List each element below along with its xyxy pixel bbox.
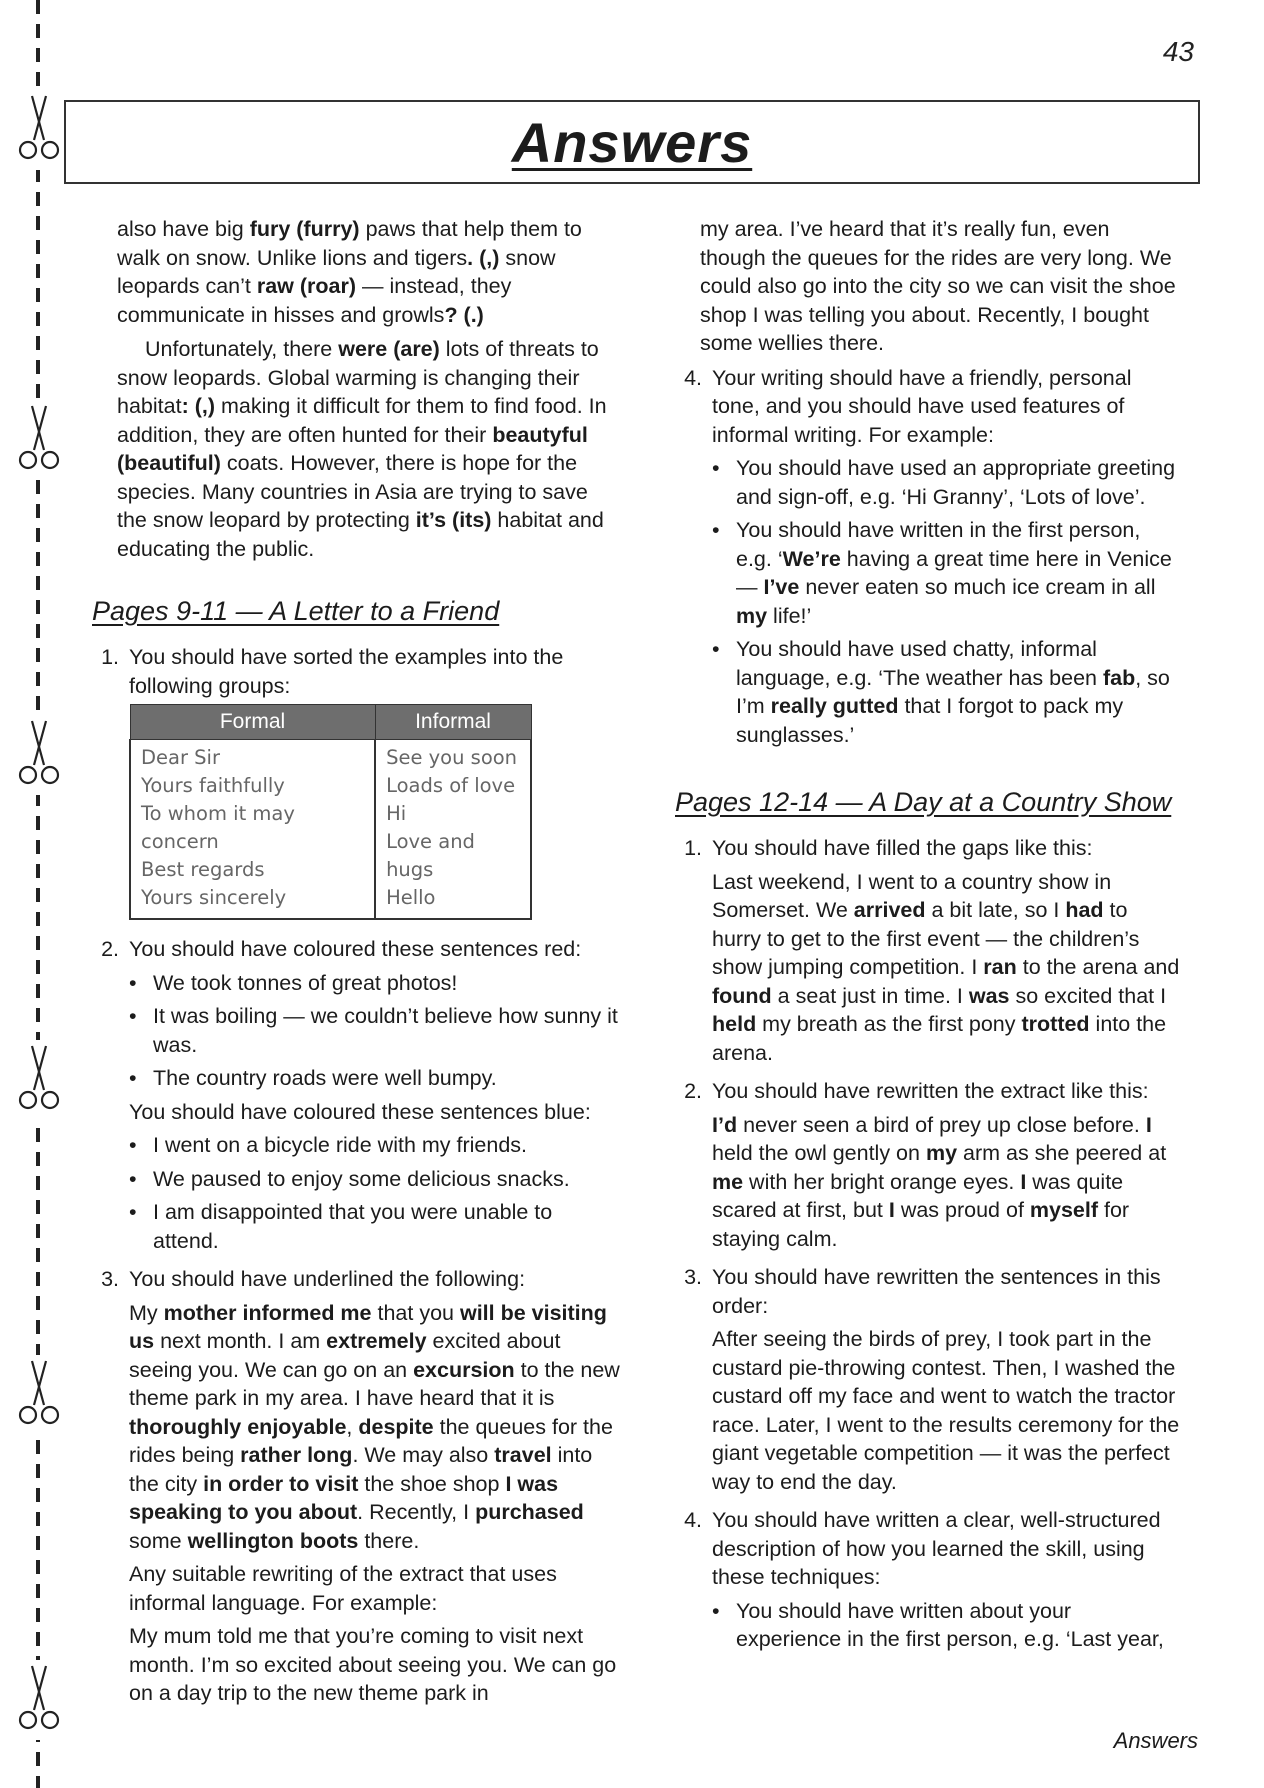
list-item: • I went on a bicycle ride with my friends. — [129, 1133, 528, 1157]
intro-paragraph: also have big fury (furry) paws that help them to walk on snow. Unlike lions and tigers. (,) snow leopards can’t raw (roar) — instead, they communicate in hisses and growls? (.) — [117, 217, 582, 327]
list-item: • We paused to enjoy some delicious snacks. — [129, 1166, 570, 1191]
intro-paragraph-2: Unfortunately, there were (are) lots of threats to snow leopards. Global warming is changing their habitat: (,) making it difficult for them to find food. In addition, they are often hunted for their beautyful (beautiful) coats. However, there is hope for the species. Many countries in Asia are trying to save the snow leopard by protecting it’s (its) habitat and educating the public. — [117, 337, 607, 561]
table-cell: Love and hugs — [386, 830, 475, 881]
question-subtext: Any suitable rewriting of the extract that uses informal language. For example: — [129, 1562, 557, 1615]
table-header-formal: Formal — [130, 705, 375, 740]
question-1 — [101, 643, 622, 930]
table-cell: Best regards — [141, 858, 265, 881]
answer-passage: After seeing the birds of prey, I took part in the custard pie-throwing contest. Then, I washed the custard off my face and went to watch the tractor race. Later, I went to the results ceremony for the giant vegetable competition — it was the perfect way to end the day. — [712, 1327, 1180, 1494]
scissors-icon — [12, 1660, 66, 1740]
question-text: You should have filled the gaps like this: — [712, 836, 1093, 860]
question-text: You should have coloured these sentences red: — [129, 937, 582, 961]
question-text: You should have sorted the examples into the following groups: — [129, 645, 564, 698]
question-2 — [101, 935, 622, 1260]
table-cell: See you soon — [386, 746, 518, 769]
continued-passage: my area. I’ve heard that it’s really fun, even though the queues for the rides are very long. We could also go into the city so we can visit the shoe shop I was telling you about. Recently, I bought some wellies there. — [700, 217, 1176, 355]
question-number: 2. — [101, 937, 119, 961]
list-item: • It was boiling — we couldn’t believe how sunny it was. — [129, 1004, 618, 1057]
question-text: You should have rewritten the extract like this: — [712, 1079, 1149, 1103]
question-text: You should have underlined the following: — [129, 1267, 526, 1291]
question-2 — [684, 1077, 1180, 1258]
list-item: • I am disappointed that you were unable to attend. — [129, 1200, 553, 1253]
section-heading-country-show: Pages 12-14 — A Day at a Country Show — [675, 787, 1172, 817]
table-cell: Hi — [386, 802, 407, 825]
section-heading-letter: Pages 9-11 — A Letter to a Friend — [92, 596, 500, 626]
table-cell: Yours sincerely — [141, 886, 287, 909]
question-number: 4. — [684, 1508, 702, 1532]
answer-passage: I’d never seen a bird of prey up close before. I held the owl gently on my arm as she peered at me with her bright orange eyes. I was quite scared at first, but I was proud of myself for staying calm. — [712, 1112, 1167, 1251]
table-header-informal: Informal — [375, 705, 531, 740]
question-number: 1. — [101, 645, 119, 669]
table-cell: Loads of love — [386, 774, 516, 797]
scissors-icon — [12, 400, 66, 480]
question-number: 4. — [684, 365, 702, 390]
question-4 — [684, 1506, 1180, 1659]
table-cell: Yours faithfully — [141, 774, 285, 797]
question-text: Your writing should have a friendly, personal tone, and you should have used features of informal writing. For example: — [712, 365, 1132, 447]
question-text: You should have rewritten the sentences in this order: — [712, 1265, 1161, 1318]
question-number: 3. — [684, 1265, 702, 1289]
question-4 — [684, 364, 1180, 755]
list-item: • You should have used chatty, informal language, e.g. ‘The weather has been fab, so I’m really gutted that I forgot to pack my sunglasses.’ — [712, 637, 1170, 747]
answer-passage: My mum told me that you’re coming to visit next month. I’m so excited about seeing you. We can go on a day trip to the new theme park in — [129, 1624, 617, 1705]
table-cell: To whom it may concern — [141, 802, 295, 853]
question-number: 2. — [684, 1079, 702, 1103]
left-column — [92, 215, 622, 1718]
answer-passage: My mother informed me that you will be visiting us next month. I am extremely excited about seeing you. We can go on an excursion to the new theme park in my area. I have heard that it is thoroughly enjoyable, despite the queues for the rides being rather long. We may also travel into the city in order to visit the shoe shop I was speaking to you about. Recently, I purchased some wellington boots there. — [129, 1300, 620, 1553]
list-item: • You should have written about your experience in the first person, e.g. ‘Last year, — [712, 1598, 1164, 1651]
question-number: 3. — [101, 1267, 119, 1291]
page-number: 43 — [1162, 36, 1194, 67]
list-item: • The country roads were well bumpy. — [129, 1066, 497, 1090]
answer-passage: Last weekend, I went to a country show in Somerset. We arrived a bit late, so I had to hurry to get to the first event — the children’s show jumping competition. I ran to the arena and found a seat just in time. I was so excited that I held my breath as the first pony trotted into the arena. — [712, 869, 1180, 1065]
question-text: You should have written a clear, well-structured description of how you learned the skill, using these techniques: — [712, 1508, 1161, 1589]
formal-informal-table — [129, 704, 532, 920]
list-item: • We took tonnes of great photos! — [129, 970, 458, 995]
scissors-icon — [12, 1040, 66, 1120]
footer-label: Answers — [1113, 1728, 1198, 1753]
list-item: • You should have written in the first person, e.g. ‘We’re having a great time here in Venice — I’ve never eaten so much ice cream in all my life!’ — [712, 518, 1172, 628]
scissors-icon — [12, 715, 66, 795]
question-3 — [684, 1263, 1180, 1501]
scissors-icon — [12, 1355, 66, 1435]
question-number: 1. — [684, 836, 702, 860]
table-cell: Hello — [386, 886, 436, 909]
question-subtext: You should have coloured these sentences blue: — [129, 1099, 591, 1124]
question-3 — [101, 1265, 622, 1713]
cut-line — [36, 0, 40, 1788]
right-column — [675, 215, 1180, 1664]
informal-column — [375, 740, 531, 920]
page-title: Answers — [511, 110, 753, 174]
scissors-icon — [12, 90, 66, 170]
formal-column — [130, 740, 375, 920]
table-cell: Dear Sir — [141, 746, 220, 769]
list-item: • You should have used an appropriate greeting and sign-off, e.g. ‘Hi Granny’, ‘Lots of love’. — [712, 456, 1176, 509]
question-1 — [684, 834, 1180, 1072]
title-banner — [64, 100, 1200, 184]
